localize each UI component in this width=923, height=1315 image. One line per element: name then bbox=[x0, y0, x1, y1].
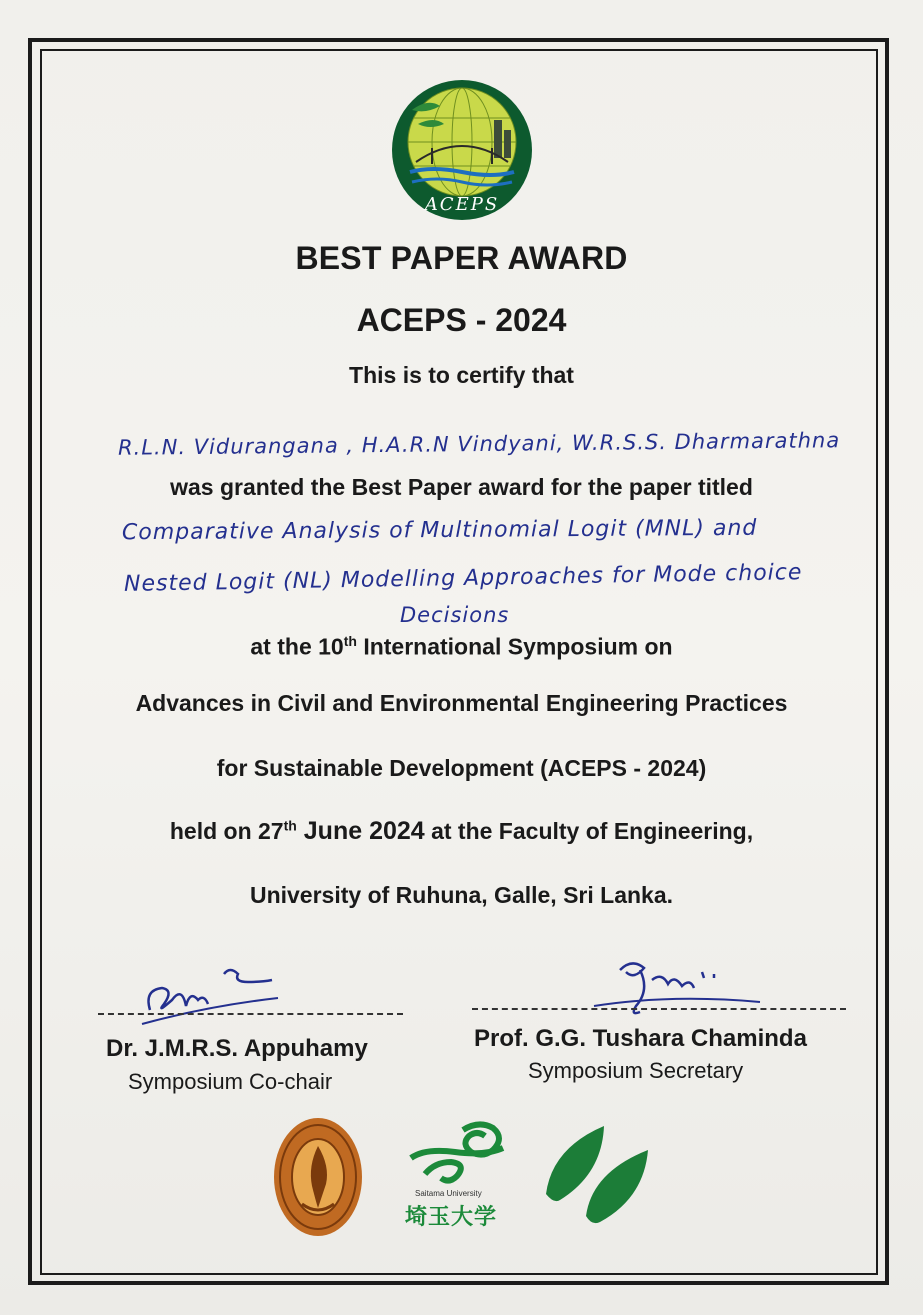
signatory-role-left: Symposium Co-chair bbox=[128, 1069, 333, 1094]
author-names: R.L.N. Vidurangana , H.A.R.N Vindyani, W.R.S.S. Dharmarathna bbox=[117, 428, 841, 460]
green-leaves-logo-icon bbox=[542, 1118, 654, 1226]
paper-title-line-3: Decisions bbox=[400, 603, 510, 627]
certify-line: This is to certify that bbox=[349, 362, 574, 388]
university-ruhuna-seal-icon bbox=[272, 1116, 364, 1238]
saitama-university-logo-icon bbox=[405, 1118, 509, 1190]
saitama-english-name: Saitama University bbox=[415, 1189, 482, 1198]
symposium-line-3: for Sustainable Development (ACEPS - 2024) bbox=[216, 755, 707, 781]
held-prefix: held on 27 bbox=[169, 818, 284, 844]
symposium-ordinal: th bbox=[343, 633, 357, 649]
signature-line-right bbox=[472, 1008, 846, 1010]
symposium-prefix: at the 10 bbox=[250, 633, 344, 660]
event-title: ACEPS - 2024 bbox=[356, 302, 567, 338]
signatory-name-left: Dr. J.M.R.S. Appuhamy bbox=[106, 1035, 368, 1062]
signatory-role-right: Symposium Secretary bbox=[528, 1058, 744, 1083]
saitama-japanese-name: 埼玉大学 bbox=[405, 1204, 498, 1229]
symposium-line-2: Advances in Civil and Environmental Engineering Practices bbox=[135, 690, 788, 716]
award-title: BEST PAPER AWARD bbox=[295, 240, 628, 276]
signature-left bbox=[138, 960, 288, 1030]
symposium-suffix: International Symposium on bbox=[356, 633, 673, 660]
held-date: June 2024 bbox=[296, 817, 425, 845]
held-suffix: at the Faculty of Engineering, bbox=[424, 818, 754, 844]
paper-title-line-1: Comparative Analysis of Multinomial Logit (MNL) and bbox=[121, 515, 758, 546]
granted-line: was granted the Best Paper award for the paper titled bbox=[170, 474, 753, 500]
paper-title-line-2: Nested Logit (NL) Modelling Approaches for Mode choice bbox=[123, 560, 803, 597]
held-ordinal: th bbox=[283, 817, 297, 834]
held-line bbox=[40, 817, 883, 846]
location-line: University of Ruhuna, Galle, Sri Lanka. bbox=[249, 882, 674, 908]
signatory-name-right: Prof. G.G. Tushara Chaminda bbox=[474, 1025, 807, 1052]
aceps-logo-text: ACEPS bbox=[424, 194, 500, 215]
signature-line-left bbox=[98, 1013, 403, 1015]
symposium-line-1 bbox=[40, 633, 883, 661]
